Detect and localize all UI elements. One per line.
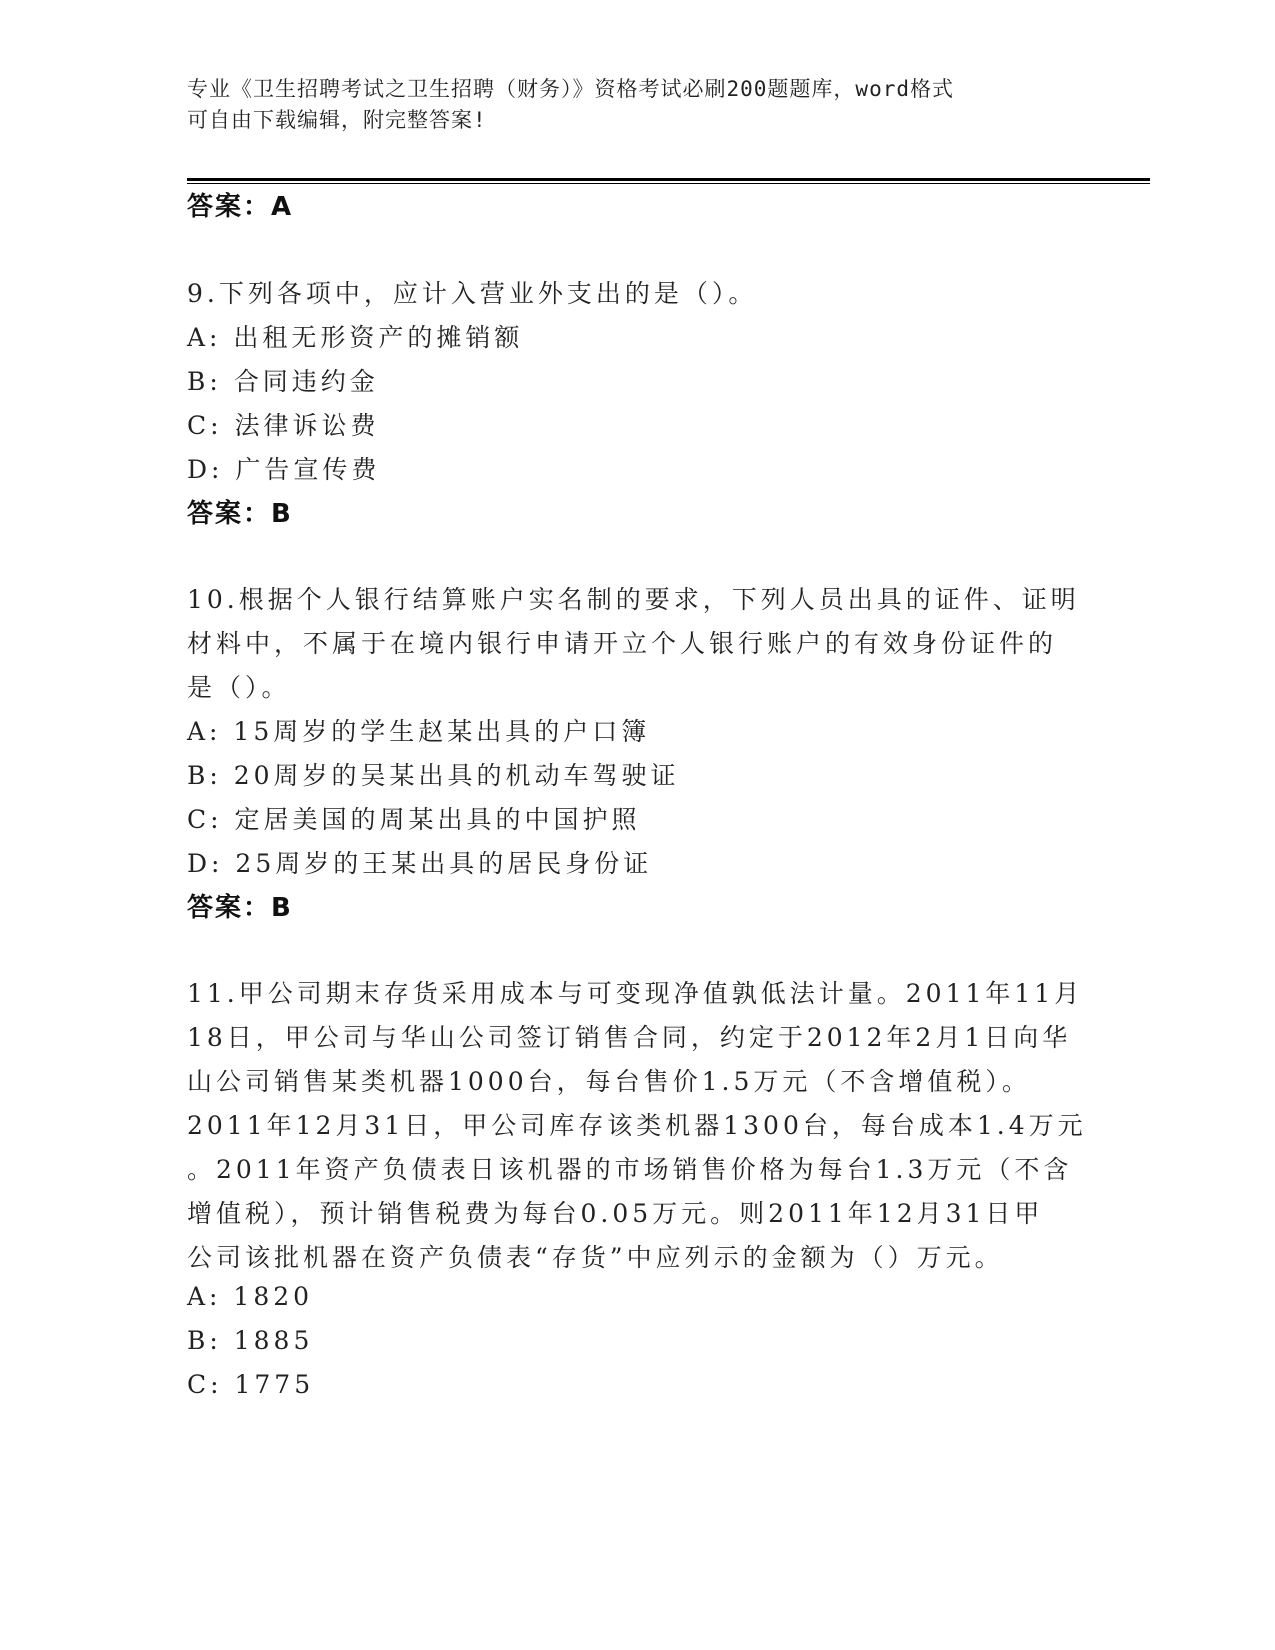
question-9-option-d: D: 广告宣传费 — [187, 455, 381, 484]
question-10-answer: 答案：B — [187, 893, 293, 923]
question-11-stem-line-7: 公司该批机器在资产负债表“存货”中应列示的金额为（）万元。 — [187, 1243, 1004, 1272]
question-11-stem-line-5: 。2011年资产负债表日该机器的市场销售价格为每台1.3万元（不含 — [187, 1155, 1073, 1184]
header-title-line-2: 可自由下载编辑，附完整答案! — [187, 108, 487, 132]
question-10-stem-line-2: 材料中，不属于在境内银行申请开立个人银行账户的有效身份证件的 — [187, 629, 1058, 658]
previous-answer: 答案：A — [187, 192, 294, 222]
question-10-option-b: B: 20周岁的吴某出具的机动车驾驶证 — [187, 761, 680, 790]
question-11-stem-line-2: 18日，甲公司与华山公司签订销售合同，约定于2012年2月1日向华 — [187, 1023, 1072, 1052]
question-11-option-b: B: 1885 — [187, 1326, 314, 1355]
document-header — [187, 74, 1067, 136]
header-divider-thin — [187, 183, 1150, 184]
question-10-stem-line-1: 10.根据个人银行结算账户实名制的要求，下列人员出具的证件、证明 — [187, 585, 1080, 614]
question-11-option-a: A: 1820 — [187, 1282, 314, 1311]
question-10-option-c: C: 定居美国的周某出具的中国护照 — [187, 805, 641, 834]
question-11-stem-line-4: 2011年12月31日，甲公司库存该类机器1300台，每台成本1.4万元 — [187, 1111, 1087, 1140]
question-10-option-d: D: 25周岁的王某出具的居民身份证 — [187, 849, 653, 878]
question-9-option-c: C: 法律诉讼费 — [187, 411, 380, 440]
question-11-option-c: C: 1775 — [187, 1370, 315, 1399]
question-11-stem-line-6: 增值税），预计销售税费为每台0.05万元。则2011年12月31日甲 — [187, 1199, 1044, 1228]
header-divider-thick — [187, 178, 1150, 181]
question-10-option-a: A: 15周岁的学生赵某出具的户口簿 — [187, 717, 651, 746]
question-10-stem-line-3: 是（）。 — [187, 673, 291, 702]
question-9-stem: 9.下列各项中，应计入营业外支出的是（）。 — [187, 279, 758, 308]
header-title-line-1: 专业《卫生招聘考试之卫生招聘（财务）》资格考试必刷200题题库，word格式 — [187, 77, 954, 101]
question-9-option-a: A: 出租无形资产的摊销额 — [187, 323, 524, 352]
question-9-answer: 答案：B — [187, 499, 293, 529]
question-11-stem-line-3: 山公司销售某类机器1000台，每台售价1.5万元（不含增值税）。 — [187, 1067, 1031, 1096]
question-9-option-b: B: 合同违约金 — [187, 367, 379, 396]
question-11-stem-line-1: 11.甲公司期末存货采用成本与可变现净值孰低法计量。2011年11月 — [187, 979, 1084, 1008]
